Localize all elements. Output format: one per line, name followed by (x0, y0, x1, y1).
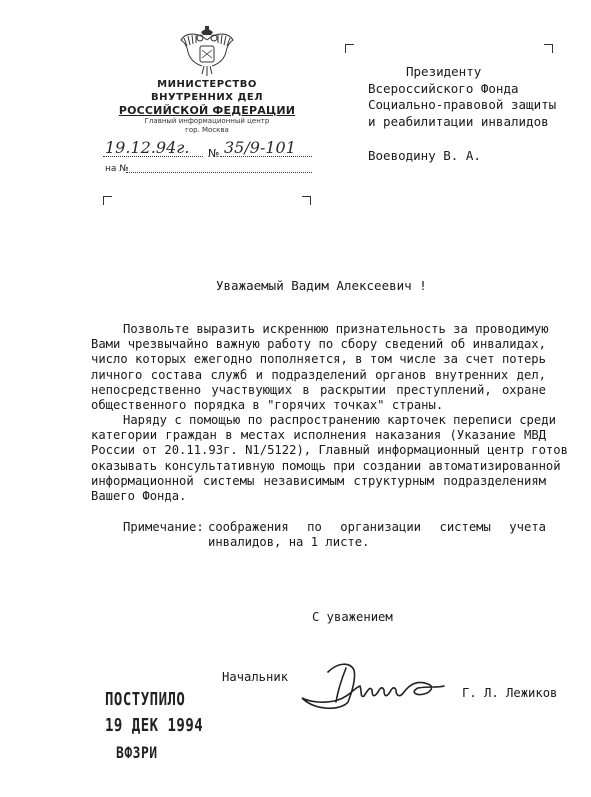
paragraph-line: число которых ежегодно пополняется, в том числе за счет потерь (91, 352, 546, 367)
note-block (208, 520, 546, 550)
subline-1: Главный информационный центр (144, 117, 270, 125)
number-underline (220, 156, 312, 157)
coat-of-arms-emblem (178, 26, 236, 78)
paragraph-line: Наряду с помощью по распространению карточек переписи среди (123, 413, 556, 427)
paragraph-line: Позвольте выразить искреннюю признательность за проводимую (123, 322, 549, 336)
paragraph-line: личного состава служб и подразделений органов внутренних дел, (91, 367, 546, 382)
note-line: инвалидов, на 1 листе. (208, 535, 370, 550)
corner-mark-address-right (544, 44, 553, 53)
corner-mark-address-left (345, 44, 354, 53)
addressee-line: Президенту (406, 64, 482, 79)
addressee-line: Всероссийского Фонда (368, 80, 519, 96)
paragraph-line: оказывать консультативную помощь при создании автоматизированной (91, 458, 561, 473)
paragraph-line: непосредственно участвующих в раскрытии преступлений, охране (91, 382, 546, 397)
paragraph-line: информационной системы независимым структурным подразделениям (91, 473, 546, 488)
date-handwritten: 19.12.94г. (105, 138, 190, 157)
position-title: Начальник (222, 670, 289, 684)
signer-name: Г. Л. Лежиков (462, 686, 558, 700)
paragraph-line: Вашего Фонда. (91, 489, 187, 504)
addressee-line: Социально-правовой защиты (368, 97, 557, 112)
received-stamp-line-3: ВФЗРИ (116, 744, 158, 763)
addressee-line: и реабилитации инвалидов (368, 113, 549, 129)
number-label: № (208, 147, 220, 160)
reference-label: на № (105, 164, 129, 174)
paragraph-line: категории граждан в местах исполнения наказания (Указание МВД (91, 428, 546, 443)
paragraph-line: общественного порядка в "горячих точках" страны. (91, 398, 444, 413)
paragraph-line: России от 20.11.93г. N1/5122), Главный информационный центр готов (91, 443, 568, 458)
addressee-block (368, 64, 556, 165)
ministry-line-2: ВНУТРЕННИХ ДЕЛ (150, 92, 264, 103)
greeting: Уважаемый Вадим Алексеевич ! (216, 278, 427, 293)
addressee-name: Воеводину В. А. (368, 148, 481, 163)
corner-mark-top-left (103, 196, 112, 205)
ministry-subline (112, 117, 302, 135)
closing: С уважением (312, 610, 393, 624)
ministry-line-1: МИНИСТЕРСТВО (157, 79, 257, 90)
paragraph-1 (91, 322, 549, 413)
paragraph-2 (91, 413, 568, 504)
reference-underline (126, 172, 312, 173)
corner-mark-top-right (302, 196, 311, 205)
paragraph-line: Вами чрезвычайно важную работу по сбору сведений об инвалидах, (91, 337, 546, 352)
note-line: соображения по организации системы учета (208, 520, 546, 534)
note-label: Примечание: (123, 520, 204, 534)
signature-scribble (298, 658, 448, 718)
ministry-line-3: РОССИЙСКОЙ ФЕДЕРАЦИИ (118, 104, 296, 117)
date-underline (103, 156, 203, 157)
subline-2: гор. Москва (185, 126, 229, 134)
ministry-name (112, 78, 302, 117)
received-stamp-line-1: ПОСТУПИЛО (105, 690, 186, 710)
received-stamp-line-2: 19 ДЕК 1994 (105, 716, 204, 736)
number-handwritten: 35/9-101 (224, 138, 296, 157)
